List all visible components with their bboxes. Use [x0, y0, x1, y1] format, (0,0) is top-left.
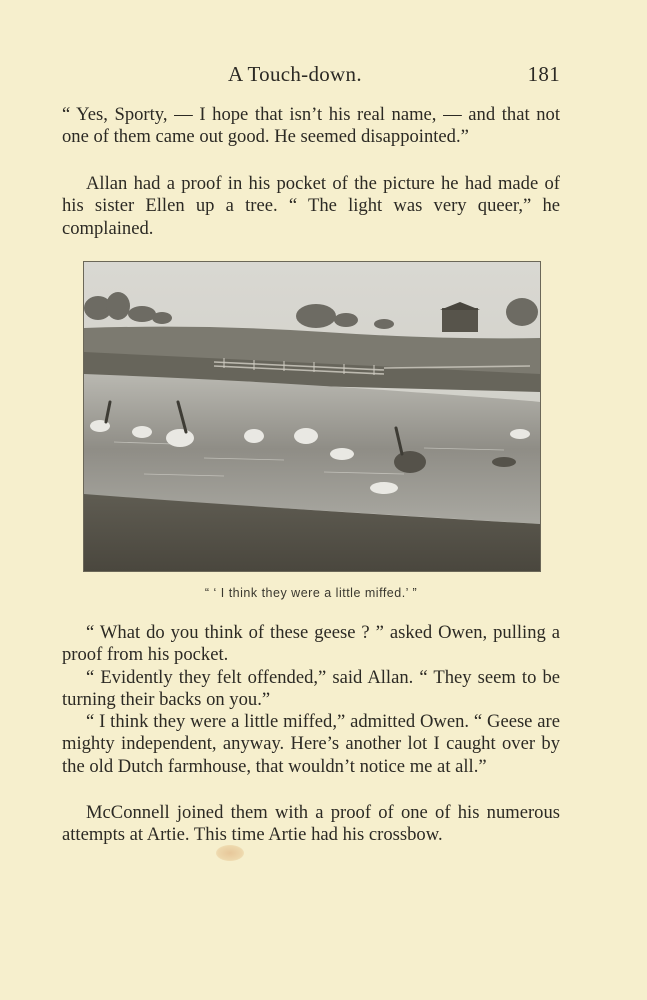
paragraph-6: McConnell joined them with a proof of one of his numerous attempts at Artie. This time Artie had his crossbow.: [62, 802, 560, 846]
running-header: [62, 62, 560, 88]
figure-caption: “ ‘ I think they were a little miffed.’ ”: [204, 586, 418, 600]
paragraph-5: “ I think they were a little miffed,” admitted Owen. “ Geese are mighty independent, anyway. Here’s another lot I caught over by the old Dutch farmhouse, that wouldn’t notice me at all.”: [62, 711, 560, 777]
paper-stain: [216, 845, 244, 861]
paragraph-3: “ What do you think of these geese ? ” asked Owen, pulling a proof from his pocket.: [62, 622, 560, 666]
page-number: 181: [527, 62, 560, 86]
paragraph-2: Allan had a proof in his pocket of the picture he had made of his sister Ellen up a tree. “ The light was very queer,” he complained.: [62, 173, 560, 239]
pond-geese-illustration: [84, 262, 540, 571]
paragraph-4: “ Evidently they felt offended,” said Allan. “ They seem to be turning their backs on you.”: [62, 667, 560, 711]
chapter-title: A Touch-down.: [228, 62, 362, 86]
geese-photograph: [83, 261, 541, 572]
paragraph-1: “ Yes, Sporty, — I hope that isn’t his real name, — and that not one of them came out good. He seemed disappointed.”: [62, 104, 560, 148]
